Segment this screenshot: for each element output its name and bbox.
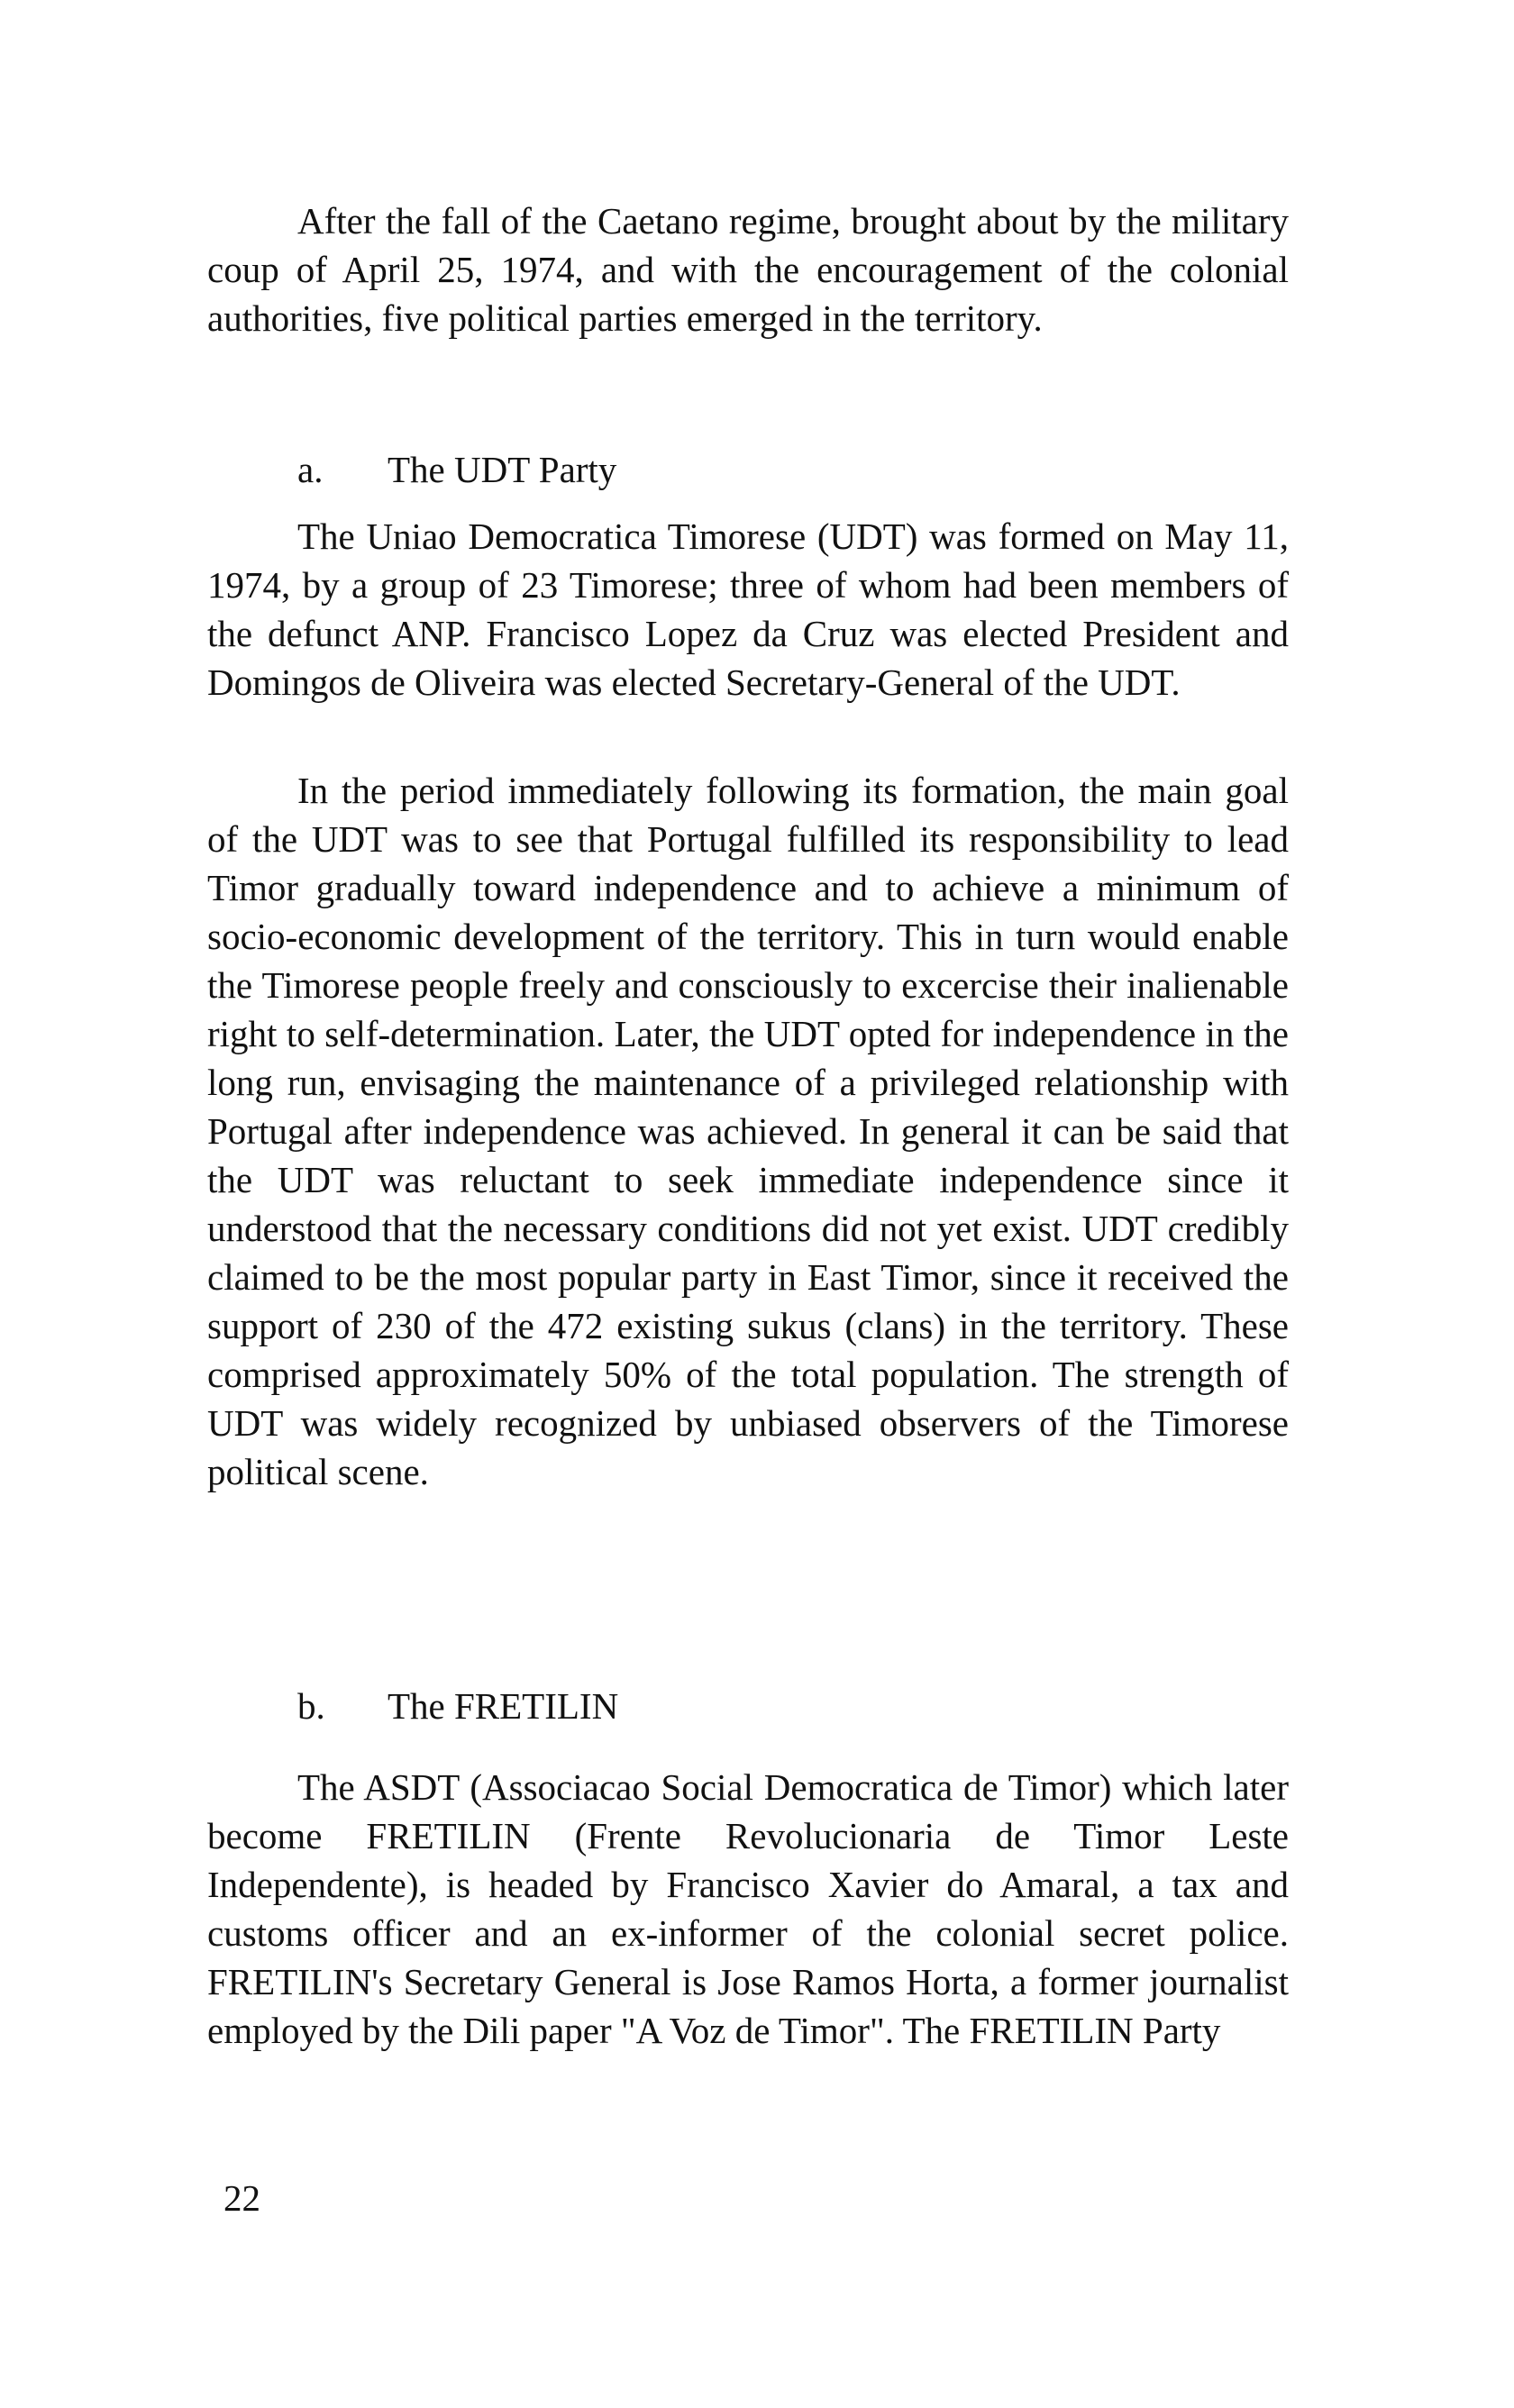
intro-paragraph: After the fall of the Caetano regime, brought about by the military coup of April 25, 1974, and with the encouragement of the colonial authorities, five political parties emerged in the territory. (207, 200, 1289, 339)
section-b-heading (297, 1682, 618, 1730)
section-b-title: The FRETILIN (388, 1685, 619, 1727)
section-a-title: The UDT Party (388, 449, 617, 490)
section-a-paragraph-1: The Uniao Democratica Timorese (UDT) was formed on May 11, 1974, by a group of 23 Timorese; three of whom had been members of the defunct ANP. Francisco Lopez da Cruz was elected President and Domingos de Oliveira was elected Secretary-General of the UDT. (207, 515, 1289, 703)
section-a-paragraph-2: In the period immediately following its formation, the main goal of the UDT was to see that Portugal fulfilled its responsibility to lead Timor gradually toward independence and to achieve a minimum of socio-economic development of the territory. This in turn would enable the Timorese people freely and consciously to excercise their inalienable right to self-determination. Later, the UDT opted for independence in the long run, envisaging the maintenance of a privileged relationship with Portugal after independence was achieved. In general it can be said that the UDT was reluctant to seek immediate independence since it understood that the necessary conditions did not yet exist. UDT credibly claimed to be the most popular party in East Timor, since it received the support of 230 of the 472 existing sukus (clans) in the territory. These comprised approximately 50% of the total population. The strength of UDT was widely recognized by unbiased observers of the Timorese political scene. (207, 770, 1289, 1492)
page-number: 22 (223, 2177, 260, 2219)
section-a-marker: a. (297, 449, 324, 490)
section-a-heading (297, 445, 616, 494)
section-b-marker: b. (297, 1685, 325, 1727)
section-b-paragraph-1: The ASDT (Associacao Social Democratica de Timor) which later become FRETILIN (Frente Revolucionaria de Timor Leste Independente), is headed by Francisco Xavier do Amaral, a tax and customs officer and an ex-informer of the colonial secret police. FRETILIN's Secretary General is Jose Ramos Horta, a former journalist employed by the Dili paper "A Voz de Timor". The FRETILIN Party (207, 1766, 1289, 2051)
